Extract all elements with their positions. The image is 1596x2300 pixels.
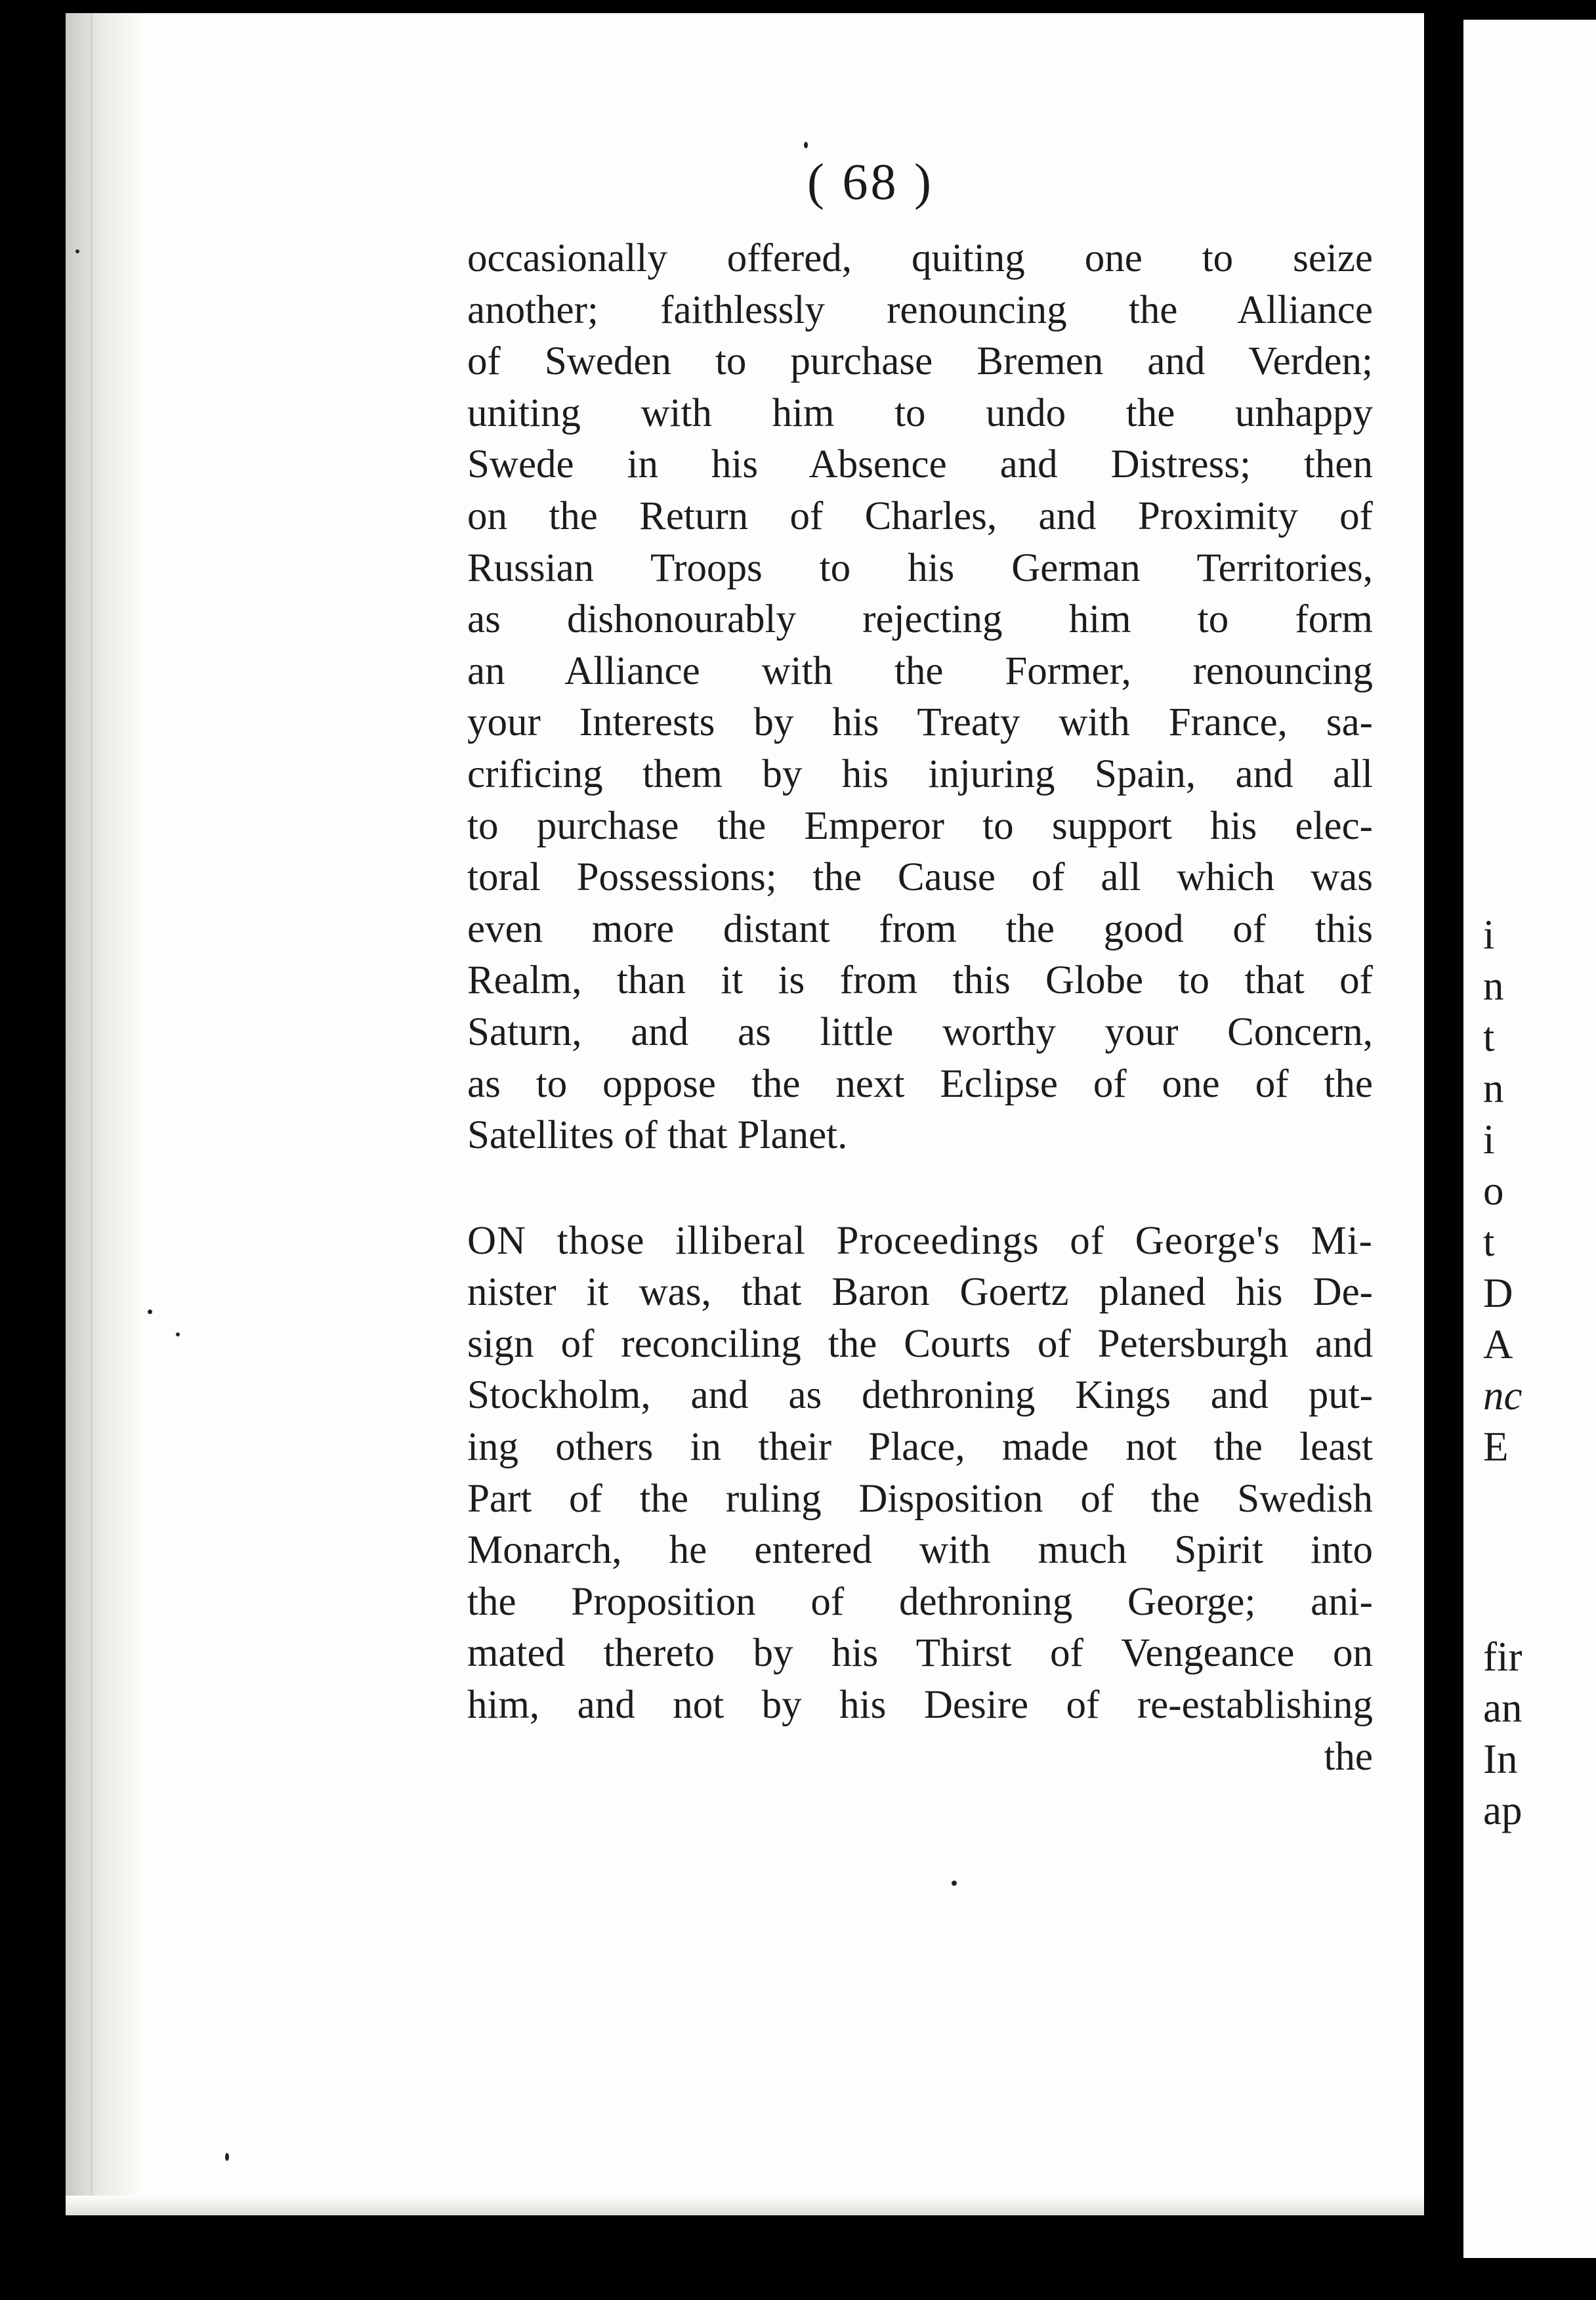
text-line: ON those illiberal Proceedings of George's Mi- bbox=[467, 1218, 1373, 1263]
text-line: Monarch, he entered with much Spirit into bbox=[467, 1528, 1373, 1573]
page-gutter bbox=[1424, 0, 1463, 2300]
text-line: as to oppose the next Eclipse of one of the bbox=[467, 1061, 1373, 1106]
ink-speck bbox=[952, 1881, 957, 1886]
next-page-line: D bbox=[1483, 1270, 1513, 1316]
text-line: even more distant from the good of this bbox=[467, 906, 1373, 951]
page-number: ( 68 ) bbox=[807, 153, 934, 210]
text-line: nister it was, that Baron Goertz planed his De- bbox=[467, 1270, 1373, 1315]
next-page-line: an bbox=[1483, 1685, 1522, 1731]
text-line: occasionally offered, quiting one to seize bbox=[467, 236, 1373, 280]
binding-shadow bbox=[66, 13, 144, 2215]
next-page-line: fir bbox=[1483, 1634, 1522, 1680]
body-text bbox=[467, 233, 1373, 1783]
next-page-line: nc bbox=[1483, 1373, 1522, 1418]
next-page-line: o bbox=[1483, 1168, 1504, 1214]
text-line: on the Return of Charles, and Proximity of bbox=[467, 494, 1373, 538]
text-line: as dishonourably rejecting him to form bbox=[467, 597, 1373, 642]
text-line: crificing them by his injuring Spain, and all bbox=[467, 752, 1373, 796]
next-page-line: ap bbox=[1483, 1787, 1522, 1833]
ink-speck bbox=[804, 142, 808, 148]
text-line: ing others in their Place, made not the least bbox=[467, 1425, 1373, 1470]
text-line: mated thereto by his Thirst of Vengeance on bbox=[467, 1631, 1373, 1676]
next-page-line: In bbox=[1483, 1736, 1518, 1782]
text-line: of Sweden to purchase Bremen and Verden; bbox=[467, 339, 1373, 384]
catchword: the bbox=[1324, 1734, 1373, 1779]
text-line: an Alliance with the Former, renouncing bbox=[467, 649, 1373, 693]
text-line: sign of reconciling the Courts of Petersburgh and bbox=[467, 1321, 1373, 1366]
text-line: toral Possessions; the Cause of all which was bbox=[467, 855, 1373, 900]
ink-speck bbox=[148, 1310, 152, 1314]
right-page-fragment bbox=[1463, 20, 1596, 2258]
next-page-line: i bbox=[1483, 1117, 1495, 1162]
next-page-line: i bbox=[1483, 912, 1495, 958]
text-line: Russian Troops to his German Territories, bbox=[467, 545, 1373, 590]
page-bottom-edge bbox=[66, 2196, 1424, 2215]
paragraph bbox=[467, 233, 1373, 1162]
text-line: Part of the ruling Disposition of the Swedish bbox=[467, 1476, 1373, 1521]
text-line: uniting with him to undo the unhappy bbox=[467, 391, 1373, 435]
next-page-line: n bbox=[1483, 1065, 1504, 1111]
paragraph bbox=[467, 1216, 1373, 1732]
text-line: Satellites of that Planet. bbox=[467, 1113, 848, 1158]
paragraph-gap bbox=[467, 1162, 1373, 1216]
text-line: Stockholm, and as dethroning Kings and put- bbox=[467, 1373, 1373, 1418]
text-line: the Proposition of dethroning George; ani- bbox=[467, 1579, 1373, 1624]
text-line: Swede in his Absence and Distress; then bbox=[467, 442, 1373, 487]
ink-speck bbox=[225, 2153, 229, 2161]
text-line: your Interests by his Treaty with France, sa- bbox=[467, 700, 1373, 745]
next-page-line: n bbox=[1483, 963, 1504, 1009]
text-line: Realm, than it is from this Globe to that of bbox=[467, 958, 1373, 1003]
next-page-line: A bbox=[1483, 1321, 1513, 1367]
text-line: another; faithlessly renouncing the Alliance bbox=[467, 288, 1373, 332]
text-line: Saturn, and as little worthy your Concern, bbox=[467, 1010, 1373, 1054]
next-page-line: E bbox=[1483, 1424, 1509, 1470]
next-page-line: t bbox=[1483, 1219, 1495, 1265]
next-page-line: t bbox=[1483, 1014, 1495, 1060]
text-line: him, and not by his Desire of re-establishing bbox=[467, 1683, 1373, 1728]
ink-speck bbox=[75, 249, 79, 253]
text-line: to purchase the Emperor to support his elec- bbox=[467, 803, 1373, 848]
ink-speck bbox=[176, 1332, 180, 1336]
